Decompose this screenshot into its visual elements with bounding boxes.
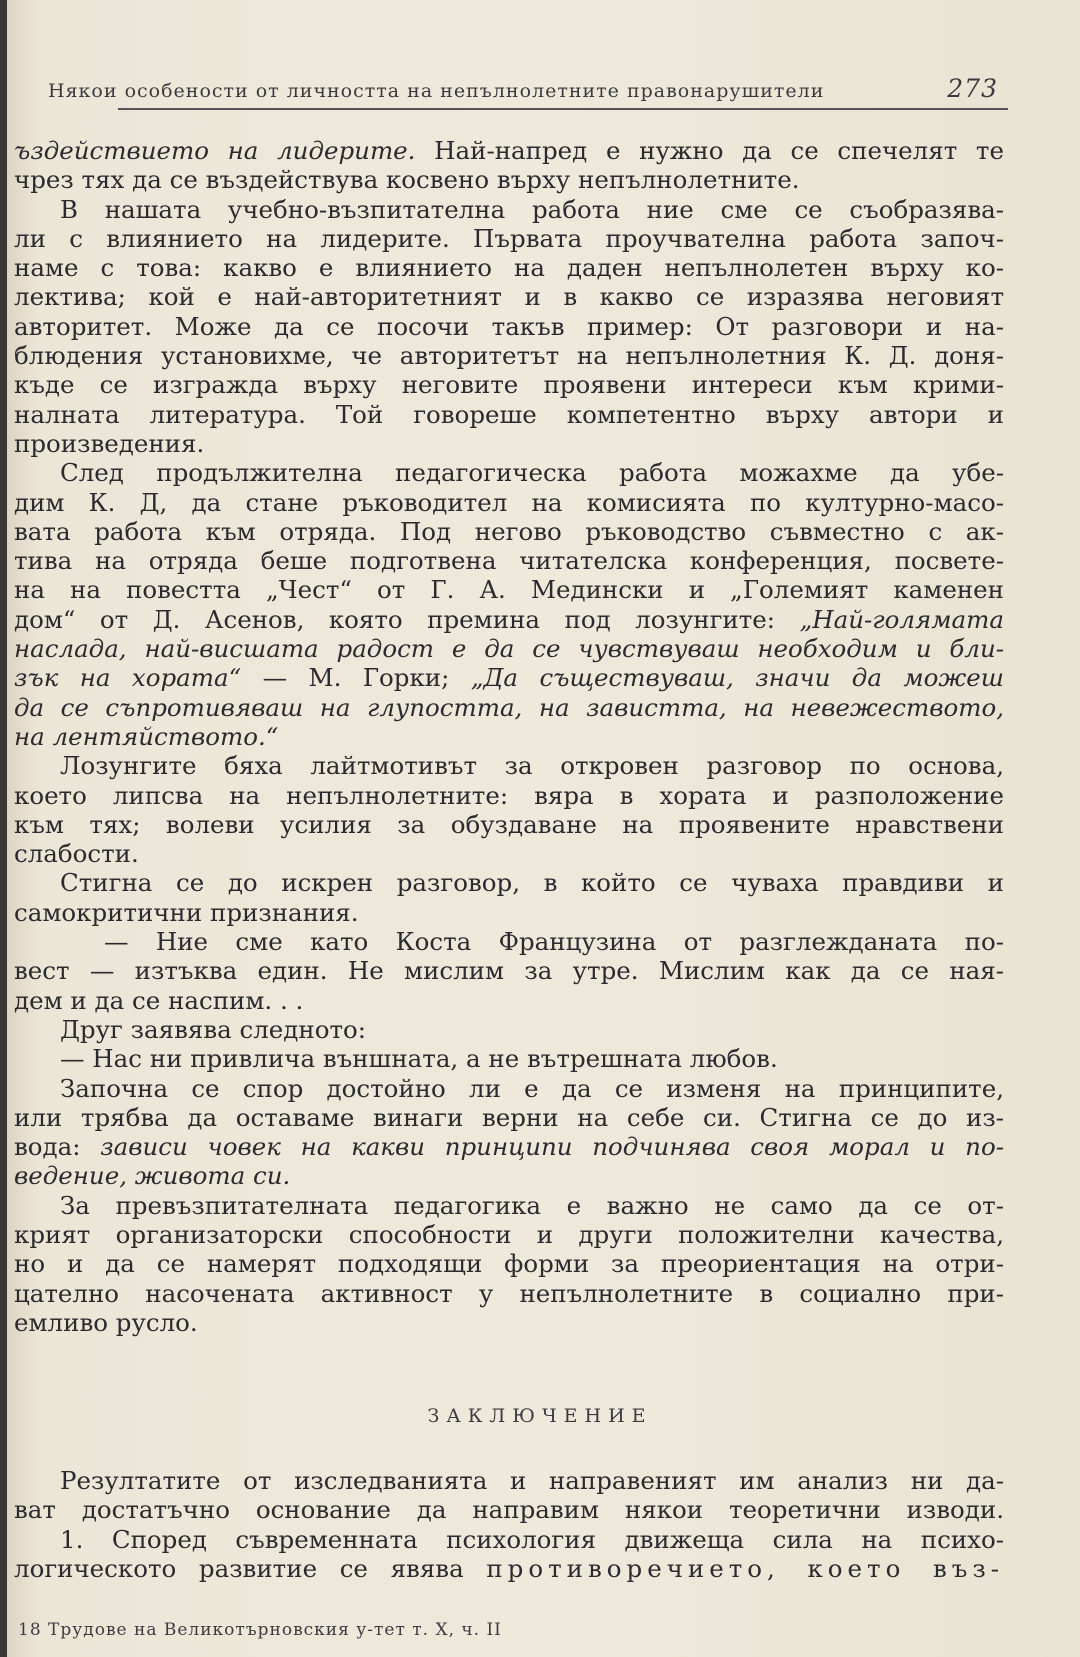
italic-segment: „Най-голямата [799,604,1004,634]
italic-segment: зависи човек на какви принципи подчинява своя морал и по- [100,1132,1004,1162]
text-segment: Най-напред е нужно да се спечелят те [415,136,1004,165]
text-segment: наме с това: какво е влиянието на даден непълнолетен върху ко- [14,253,1004,283]
text-segment: логическото развитие се явява [14,1553,487,1583]
text-segment: 1. Според съвременната психология движеща сила на психо- [60,1524,1004,1554]
text-segment: Започна се спор достойно ли е да се изменя на принципите, [60,1073,1004,1103]
text-segment: крият организаторски способности и други положителни качества, [14,1219,1004,1249]
text-segment: лектива; кой е най-авторитетният и в какво се изразява неговият [14,282,1004,312]
text-segment: ли с влиянието на лидерите. Първата проучвателна работа започ- [14,223,1004,253]
text-line [14,575,1004,604]
text-segment: блюдения установихме, че авторитетът на непълнолетния К. Д. доня- [14,341,1004,371]
text-line [14,488,1004,517]
text-segment: но и да се намерят подходящи форми за преориентация на отри- [14,1249,1004,1279]
text-segment: къде се изгражда върху неговите проявени интереси към крими- [14,370,1004,400]
conclusion-text [14,1466,1004,1583]
text-segment: произведения. [14,428,205,458]
italic-segment: да се съпротивяваш на глупостта, на завистта, на невежеството, [14,692,1004,722]
text-segment: Стигна се до искрен разговор, в който се чуваха правдиви и [60,868,1004,898]
running-header-title: Някои особености от личността на непълнолетните правонарушители [48,80,825,102]
text-segment: слабости. [14,839,139,869]
italic-segment: на лентяйството.“ [14,721,279,751]
text-line [14,751,1004,780]
text-line [14,1044,1004,1073]
italic-segment: ъздействието на лидерите. [14,136,416,165]
text-line [14,312,1004,341]
text-line [14,1103,1004,1132]
footer-signature: 18 Трудове на Великотърновския у-тет т. X, ч. II [18,1620,502,1640]
text-segment: — Нас ни привлича външната, а не вътрешната любов. [60,1044,778,1074]
text-line [14,1015,1004,1044]
text-line [14,224,1004,253]
text-line [14,898,1004,927]
text-segment: към тях; волеви усилия за обуздаване на проявените нравствени [14,809,1004,839]
text-line [14,663,1004,692]
text-segment: емливо русло. [14,1307,198,1337]
text-segment: — М. Горки; [241,663,471,693]
text-segment: цателно насочената активност у непълнолетните в социално при- [14,1278,1004,1308]
header-rule [118,108,1008,110]
text-line [14,429,1004,458]
text-segment: или трябва да оставаме винаги верни на себе си. Стигна се до из- [14,1102,1004,1132]
text-segment: За превъзпитателната педагогика е важно не само да се от- [60,1190,1004,1220]
text-segment: дем и да се наспим. . . [14,985,304,1015]
text-line [14,136,1004,165]
italic-segment: „Да съществуваш, значи да можеш [470,663,1004,693]
text-segment: Лозунгите бяха лайтмотивът за откровен разговор по основа, [60,751,1004,781]
text-line [14,927,1004,956]
text-line [14,868,1004,897]
text-line [14,546,1004,575]
text-line [14,458,1004,487]
text-segment: вест — изтъква един. Не мислим за утре. Мислим как да се ная- [14,956,1004,986]
text-segment: дом“ от Д. Асенов, която премина под лозунгите: [14,604,800,634]
text-line [14,1132,1004,1161]
text-line [14,1525,1004,1554]
text-line [14,1279,1004,1308]
text-line [14,341,1004,370]
text-line [14,195,1004,224]
text-segment: дим К. Д, да стане ръководител на комисията по културно-масо- [14,487,1004,517]
text-line [14,1249,1004,1278]
text-segment: ват достатъчно основание да направим някои теоретични изводи. [14,1495,1004,1525]
text-line [14,693,1004,722]
text-line [14,605,1004,634]
text-line [14,839,1004,868]
text-line [14,1220,1004,1249]
text-segment: вата работа към отряда. Под негово ръководство съвместно с ак- [14,516,1004,546]
text-segment: налната литература. Той говореше компетентно върху автори и [14,399,1004,429]
text-segment: на на повестта „Чест“ от Г. А. Медински и „Големият каменен [14,575,1004,605]
body-text [14,136,1004,1337]
text-line [14,400,1004,429]
text-line [14,165,1004,194]
text-segment: В нашата учебно-възпитателна работа ние сме се съобразява- [60,194,1004,224]
text-line [14,1466,1004,1495]
text-segment: което липсва на непълнолетните: вяра в хората и разположение [14,780,1004,810]
text-line [14,1308,1004,1337]
text-segment: самокритични признания. [14,897,359,927]
italic-segment: наслада, най-висшата радост е да се чувствуваш необходим и бли- [14,634,1004,664]
running-header [18,72,1018,112]
page-number: 273 [947,74,998,103]
text-line [14,1495,1004,1524]
text-line [14,956,1004,985]
text-line [14,1161,1004,1190]
text-segment: вода: [14,1132,101,1162]
text-line [14,722,1004,751]
text-line [14,634,1004,663]
text-segment: противоречието, което въз- [486,1553,1004,1583]
text-line [14,370,1004,399]
text-segment: тива на отряда беше подготвена читателска конференция, посвете- [14,546,1004,576]
text-line [14,1074,1004,1103]
text-segment: — Ние сме като Коста Французина от разглежданата по- [104,927,1004,957]
text-segment: Резултатите от изследванията и направеният им анализ ни да- [60,1466,1004,1495]
italic-segment: ведение, живота си. [14,1161,291,1191]
text-segment: авторитет. Може да се посочи такъв пример: От разговори и на- [14,311,1004,341]
text-line [14,810,1004,839]
text-segment: След продължителна педагогическа работа можахме да убе- [60,458,1004,488]
text-segment: чрез тях да се въздействува косвено върху непълнолетните. [14,165,800,195]
text-line [14,986,1004,1015]
text-line [14,253,1004,282]
text-line [14,1191,1004,1220]
text-line [14,1554,1004,1583]
italic-segment: зък на хората“ [14,663,242,693]
text-line [14,282,1004,311]
text-line [14,781,1004,810]
text-line [14,517,1004,546]
section-heading: ЗАКЛЮЧЕНИЕ [427,1405,653,1427]
text-segment: Друг заявява следното: [60,1014,367,1044]
